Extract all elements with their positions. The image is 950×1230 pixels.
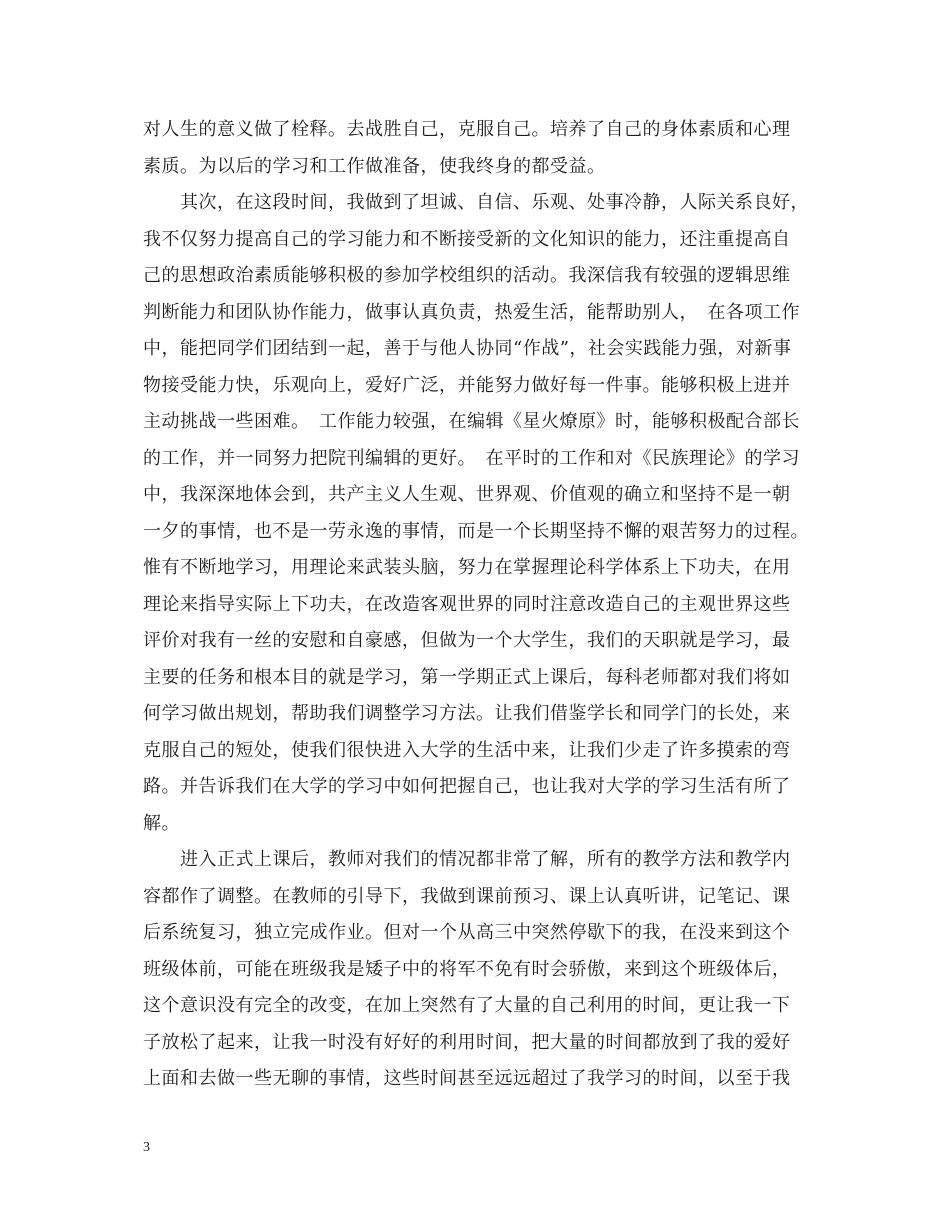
text-line: 何学习做出规划，帮助我们调整学习方法。让我们借鉴学长和同学门的长处，来 <box>143 703 791 724</box>
text-line: 我不仅努力提高自己的学习能力和不断接受新的文化知识的能力，还注重提高自 <box>143 229 791 250</box>
text-line: 的工作，并一同努力把院刊编辑的更好。 在平时的工作和对《民族理论》的学习 <box>143 448 800 469</box>
text-line: 主要的任务和根本目的就是学习，第一学期正式上课后，每科老师都对我们将如 <box>143 667 791 688</box>
text-line: 评价对我有一丝的安慰和自豪感，但做为一个大学生，我们的天职就是学习，最 <box>143 630 791 651</box>
text-line: 物接受能力快，乐观向上，爱好广泛，并能努力做好每一件事。能够积极上进并 <box>143 375 791 396</box>
text-line: 中，我深深地体会到，共产主义人生观、世界观、价值观的确立和坚持不是一朝 <box>143 484 791 505</box>
text-line: 路。并告诉我们在大学的学习中如何把握自己，也让我对大学的学习生活有所了 <box>143 776 791 797</box>
page-number: 3 <box>143 1140 150 1155</box>
text-line: 己的思想政治素质能够积极的参加学校组织的活动。我深信我有较强的逻辑思维 <box>143 265 791 286</box>
text-line: 中，能把同学们团结到一起，善于与他人协同“作战”，社会实践能力强，对新事 <box>143 338 792 359</box>
text-line: 这个意识没有完全的改变，在加上突然有了大量的自己利用的时间，更让我一下 <box>143 995 791 1016</box>
text-line: 子放松了起来，让我一时没有好好的利用时间，把大量的时间都放到了我的爱好 <box>143 1032 791 1053</box>
text-line: 理论来指导实际上下功夫，在改造客观世界的同时注意改造自己的主观世界这些 <box>143 594 791 615</box>
text-line: 班级体前，可能在班级我是矮子中的将军不免有时会骄傲，来到这个班级体后， <box>143 959 791 980</box>
text-line: 判断能力和团队协作能力，做事认真负责，热爱生活，能帮助别人， 在各项工作 <box>143 302 800 323</box>
text-line: 容都作了调整。在教师的引导下，我做到课前预习、课上认真听讲，记笔记、课 <box>143 886 791 907</box>
text-line: 后系统复习，独立完成作业。但对一个从高三中突然停歇下的我，在没来到这个 <box>143 922 791 943</box>
text-line: 一夕的事情，也不是一劳永逸的事情，而是一个长期坚持不懈的艰苦努力的过程。 <box>143 521 809 542</box>
text-line: 克服自己的短处，使我们很快进入大学的生活中来，让我们少走了许多摸索的弯 <box>143 740 791 761</box>
text-line: 素质。为以后的学习和工作做准备，使我终身的都受益。 <box>143 156 606 177</box>
text-line: 解。 <box>143 813 180 834</box>
text-line: 对人生的意义做了栓释。去战胜自己，克服自己。培养了自己的身体素质和心理 <box>143 119 791 140</box>
text-line: 进入正式上课后，教师对我们的情况都非常了解，所有的教学方法和教学内 <box>143 849 791 870</box>
text-line: 上面和去做一些无聊的事情，这些时间甚至远远超过了我学习的时间，以至于我 <box>143 1068 791 1089</box>
text-line: 其次，在这段时间，我做到了坦诚、自信、乐观、处事冷静，人际关系良好， <box>143 192 809 213</box>
text-line: 主动挑战一些困难。 工作能力较强，在编辑《星火燎原》时，能够积极配合部长 <box>143 411 800 432</box>
text-line: 惟有不断地学习，用理论来武装头脑，努力在掌握理论科学体系上下功夫，在用 <box>143 557 791 578</box>
